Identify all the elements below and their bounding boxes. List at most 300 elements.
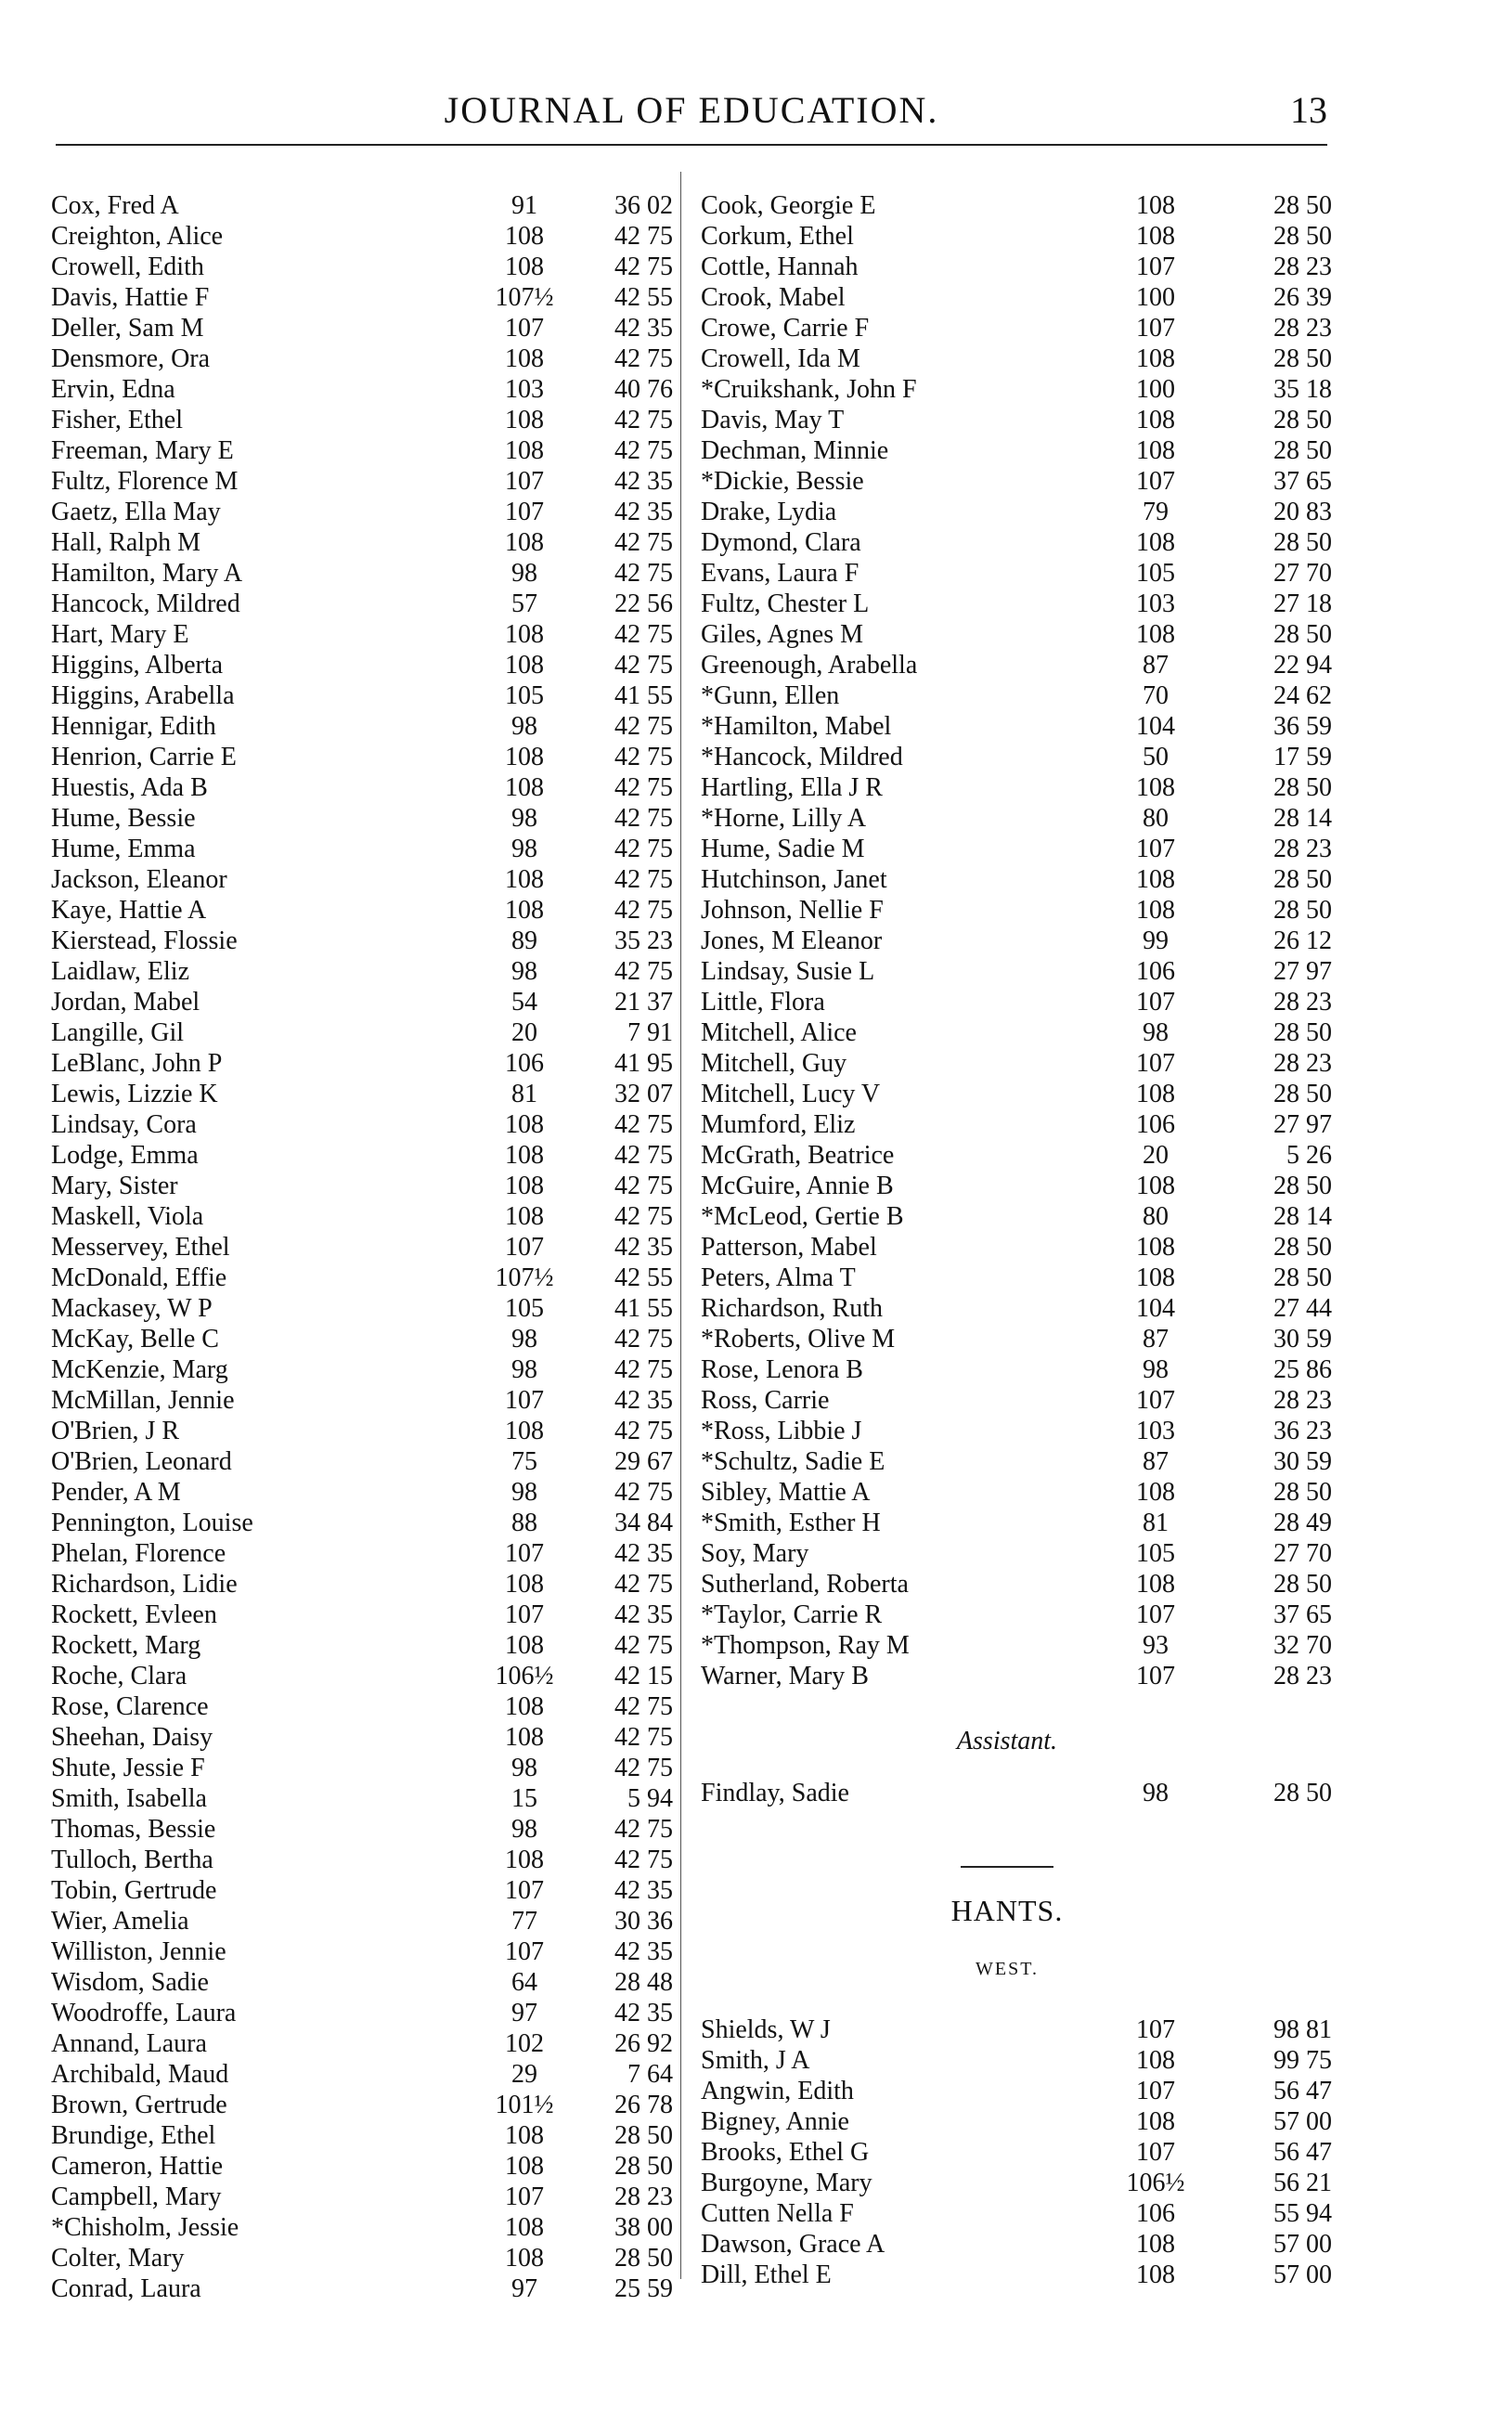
entry-days: 107½ <box>495 283 554 312</box>
list-item <box>701 619 1332 650</box>
entry-days: 106 <box>1136 957 1175 986</box>
entry-amount: 26 92 <box>614 2029 673 2058</box>
entry-amount: 42 75 <box>614 1202 673 1231</box>
entry-days: 105 <box>1136 559 1175 588</box>
entry-amount: 28 23 <box>1273 835 1332 863</box>
entry-name: Drake, Lydia <box>701 498 837 526</box>
entry-days: 108 <box>505 222 544 251</box>
entry-amount: 42 75 <box>614 712 673 741</box>
entry-amount: 28 14 <box>1273 1202 1332 1231</box>
entry-days: 57 <box>511 589 537 618</box>
entry-days: 108 <box>1136 865 1175 894</box>
entry-days: 108 <box>505 1141 544 1170</box>
entry-amount: 42 75 <box>614 865 673 894</box>
entry-amount: 42 35 <box>614 314 673 343</box>
list-item <box>51 252 673 282</box>
entry-name: Higgins, Alberta <box>51 651 224 680</box>
entry-days: 20 <box>511 1018 537 1047</box>
entry-name: *Horne, Lilly A <box>701 804 867 833</box>
list-item <box>51 1967 673 1998</box>
entry-amount: 42 35 <box>614 1876 673 1905</box>
list-item <box>701 2137 1332 2168</box>
entry-name: McKenzie, Marg <box>51 1355 228 1384</box>
entry-days: 80 <box>1143 1202 1169 1231</box>
entry-amount: 30 59 <box>1273 1447 1332 1476</box>
entry-days: 108 <box>1136 1263 1175 1292</box>
entry-amount: 5 26 <box>1286 1141 1332 1170</box>
entry-amount: 28 23 <box>1273 1049 1332 1078</box>
entry-amount: 42 75 <box>614 528 673 557</box>
entry-name: *Hancock, Mildred <box>701 743 903 771</box>
entry-days: 106 <box>1136 2199 1175 2228</box>
entry-days: 107 <box>505 1233 544 1262</box>
list-item <box>701 1778 1332 1808</box>
entry-amount: 27 18 <box>1273 589 1332 618</box>
entry-name: Roche, Clara <box>51 1662 187 1690</box>
list-item <box>701 834 1332 864</box>
list-item <box>701 313 1332 343</box>
entry-days: 108 <box>1136 1233 1175 1262</box>
list-item <box>701 405 1332 435</box>
list-item <box>51 497 673 527</box>
entry-days: 105 <box>1136 1539 1175 1568</box>
entry-days: 108 <box>505 651 544 680</box>
entry-name: Cottle, Hannah <box>701 253 859 281</box>
list-item <box>701 2106 1332 2137</box>
list-item <box>701 956 1332 987</box>
list-item <box>701 1171 1332 1201</box>
entry-name: Freeman, Mary E <box>51 436 234 465</box>
entry-days: 15 <box>511 1784 537 1813</box>
entry-name: *Schultz, Sadie E <box>701 1447 885 1476</box>
entry-days: 98 <box>511 1355 537 1384</box>
entry-name: Hume, Sadie M <box>701 835 865 863</box>
entry-name: Maskell, Viola <box>51 1202 204 1231</box>
entry-days: 108 <box>505 2121 544 2150</box>
entry-days: 108 <box>1136 344 1175 373</box>
entry-amount: 7 91 <box>627 1018 673 1047</box>
entry-amount: 42 75 <box>614 1815 673 1844</box>
entry-amount: 28 48 <box>614 1968 673 1997</box>
right-column-rows <box>701 190 1332 1691</box>
list-item <box>51 864 673 895</box>
entry-name: Dill, Ethel E <box>701 2260 832 2289</box>
entry-days: 50 <box>1143 743 1169 771</box>
entry-days: 102 <box>505 2029 544 2058</box>
page-number: 13 <box>1290 89 1327 131</box>
list-item <box>701 1385 1332 1416</box>
list-item <box>701 2198 1332 2229</box>
entry-days: 107 <box>1136 835 1175 863</box>
entry-amount: 42 55 <box>614 1263 673 1292</box>
entry-days: 107 <box>505 1600 544 1629</box>
entry-days: 88 <box>511 1509 537 1537</box>
entry-name: Brundige, Ethel <box>51 2121 216 2150</box>
entry-days: 79 <box>1143 498 1169 526</box>
entry-name: Densmore, Ora <box>51 344 211 373</box>
entry-amount: 32 70 <box>1273 1631 1332 1660</box>
entry-name: Mary, Sister <box>51 1172 178 1200</box>
left-column <box>51 190 673 2304</box>
entry-amount: 28 50 <box>1273 1478 1332 1507</box>
entry-name: Annand, Laura <box>51 2029 207 2058</box>
entry-days: 64 <box>511 1968 537 1997</box>
list-item <box>701 466 1332 497</box>
list-item <box>51 1722 673 1753</box>
entry-amount: 28 50 <box>1273 1172 1332 1200</box>
entry-name: Peters, Alma T <box>701 1263 856 1292</box>
entry-amount: 17 59 <box>1273 743 1332 771</box>
entry-name: Dymond, Clara <box>701 528 861 557</box>
entry-name: Sheehan, Daisy <box>51 1723 213 1752</box>
entry-amount: 38 00 <box>614 2213 673 2242</box>
entry-amount: 28 23 <box>1273 314 1332 343</box>
list-item <box>51 2243 673 2273</box>
list-item <box>51 895 673 926</box>
list-item <box>701 1569 1332 1600</box>
list-item <box>701 374 1332 405</box>
entry-amount: 22 94 <box>1273 651 1332 680</box>
entry-days: 103 <box>1136 589 1175 618</box>
entry-name: Conrad, Laura <box>51 2274 201 2303</box>
entry-name: Crowell, Edith <box>51 253 204 281</box>
entry-days: 108 <box>505 2244 544 2273</box>
entry-amount: 42 75 <box>614 1172 673 1200</box>
entry-name: Mackasey, W P <box>51 1294 213 1323</box>
entry-name: *Cruikshank, John F <box>701 375 917 404</box>
list-item <box>701 1324 1332 1354</box>
entry-name: Greenough, Arabella <box>701 651 918 680</box>
entry-days: 106 <box>505 1049 544 1078</box>
entry-days: 89 <box>511 926 537 955</box>
entry-amount: 28 50 <box>1273 1263 1332 1292</box>
entry-name: Jordan, Mabel <box>51 988 200 1017</box>
entry-amount: 56 47 <box>1273 2077 1332 2105</box>
list-item <box>51 435 673 466</box>
entry-name: Smith, J A <box>701 2046 810 2075</box>
entry-days: 108 <box>1136 2230 1175 2259</box>
entry-name: Brown, Gertrude <box>51 2091 227 2119</box>
entry-name: Hutchinson, Janet <box>701 865 887 894</box>
hants-heading: HANTS. <box>950 1894 1064 1927</box>
entry-days: 108 <box>1136 191 1175 220</box>
entry-name: Giles, Agnes M <box>701 620 863 649</box>
entry-amount: 28 50 <box>614 2244 673 2273</box>
entry-days: 108 <box>505 528 544 557</box>
list-item <box>51 1814 673 1845</box>
entry-days: 106½ <box>1126 2169 1185 2197</box>
entry-amount: 41 95 <box>614 1049 673 1078</box>
section-rule <box>961 1866 1053 1868</box>
list-item <box>51 405 673 435</box>
entry-name: Langille, Gil <box>51 1018 185 1047</box>
list-item <box>51 343 673 374</box>
entry-days: 108 <box>1136 406 1175 434</box>
entry-amount: 7 64 <box>627 2060 673 2089</box>
entry-amount: 36 23 <box>1273 1417 1332 1445</box>
list-item <box>701 926 1332 956</box>
list-item <box>51 1569 673 1600</box>
entry-days: 107 <box>505 1386 544 1415</box>
entry-amount: 35 23 <box>614 926 673 955</box>
entry-name: *Hamilton, Mabel <box>701 712 892 741</box>
entry-name: Hume, Bessie <box>51 804 196 833</box>
entry-days: 75 <box>511 1447 537 1476</box>
entry-name: *Dickie, Bessie <box>701 467 864 496</box>
list-item <box>51 2182 673 2212</box>
entry-amount: 28 50 <box>1273 865 1332 894</box>
list-item <box>51 221 673 252</box>
entry-name: Sibley, Mattie A <box>701 1478 871 1507</box>
entry-amount: 25 86 <box>1273 1355 1332 1384</box>
entry-name: Cameron, Hattie <box>51 2152 224 2181</box>
entry-days: 97 <box>511 2274 537 2303</box>
entry-amount: 42 75 <box>614 1846 673 1874</box>
entry-name: Hart, Mary E <box>51 620 189 649</box>
entry-days: 108 <box>505 253 544 281</box>
assistant-rows <box>701 1778 1332 1808</box>
entry-amount: 42 75 <box>614 1754 673 1782</box>
entry-name: Higgins, Arabella <box>51 681 235 710</box>
entry-amount: 42 75 <box>614 1570 673 1599</box>
entry-name: Campbell, Mary <box>51 2182 222 2211</box>
entry-amount: 28 50 <box>1273 620 1332 649</box>
entry-name: Shute, Jessie F <box>51 1754 205 1782</box>
entry-name: Lindsay, Susie L <box>701 957 875 986</box>
entry-amount: 26 39 <box>1273 283 1332 312</box>
list-item <box>51 1691 673 1722</box>
entry-name: Hennigar, Edith <box>51 712 216 741</box>
entry-amount: 28 23 <box>614 2182 673 2211</box>
entry-amount: 42 75 <box>614 651 673 680</box>
entry-name: Ervin, Edna <box>51 375 175 404</box>
entry-name: *McLeod, Gertie B <box>701 1202 904 1231</box>
entry-name: Tobin, Gertrude <box>51 1876 217 1905</box>
entry-name: Brooks, Ethel G <box>701 2138 870 2167</box>
entry-name: Tulloch, Bertha <box>51 1846 213 1874</box>
list-item <box>51 619 673 650</box>
list-item <box>701 1446 1332 1477</box>
list-item <box>51 772 673 803</box>
entry-days: 108 <box>505 1631 544 1660</box>
entry-days: 107 <box>505 2182 544 2211</box>
entry-amount: 32 07 <box>614 1080 673 1108</box>
entry-days: 108 <box>1136 1478 1175 1507</box>
entry-amount: 28 50 <box>1273 896 1332 925</box>
entry-name: Soy, Mary <box>701 1539 809 1568</box>
list-item <box>51 680 673 711</box>
list-item <box>701 1538 1332 1569</box>
entry-amount: 42 35 <box>614 467 673 496</box>
entry-amount: 42 35 <box>614 1539 673 1568</box>
entry-days: 108 <box>505 743 544 771</box>
entry-name: *Chisholm, Jessie <box>51 2213 239 2242</box>
entry-days: 107 <box>1136 467 1175 496</box>
entry-name: McDonald, Effie <box>51 1263 227 1292</box>
entry-name: Fultz, Chester L <box>701 589 870 618</box>
entry-amount: 42 35 <box>614 1386 673 1415</box>
list-item <box>51 558 673 589</box>
entry-days: 108 <box>1136 2260 1175 2289</box>
entry-days: 108 <box>505 620 544 649</box>
list-item <box>701 2076 1332 2106</box>
list-item <box>51 926 673 956</box>
entry-name: Rose, Lenora B <box>701 1355 863 1384</box>
entry-days: 80 <box>1143 804 1169 833</box>
entry-amount: 42 75 <box>614 620 673 649</box>
list-item <box>701 1017 1332 1048</box>
entry-days: 107 <box>505 314 544 343</box>
list-item <box>51 956 673 987</box>
entry-amount: 27 97 <box>1273 957 1332 986</box>
list-item <box>51 282 673 313</box>
entry-name: Williston, Jennie <box>51 1937 226 1966</box>
entry-name: Wier, Amelia <box>51 1907 189 1936</box>
entry-days: 101½ <box>495 2091 554 2119</box>
entry-days: 108 <box>505 2213 544 2242</box>
entry-amount: 28 50 <box>614 2121 673 2150</box>
entry-amount: 28 23 <box>1273 1662 1332 1690</box>
entry-name: Mitchell, Lucy V <box>701 1080 881 1108</box>
list-item <box>51 711 673 742</box>
entry-name: Rockett, Evleen <box>51 1600 217 1629</box>
entry-days: 108 <box>1136 2046 1175 2075</box>
entry-name: *Taylor, Carrie R <box>701 1600 883 1629</box>
entry-amount: 28 50 <box>1273 222 1332 251</box>
list-item <box>701 711 1332 742</box>
entry-amount: 28 50 <box>1273 406 1332 434</box>
entry-amount: 55 94 <box>1273 2199 1332 2228</box>
entry-days: 108 <box>505 1417 544 1445</box>
entry-amount: 42 75 <box>614 559 673 588</box>
entry-days: 108 <box>505 1202 544 1231</box>
entry-days: 103 <box>1136 1417 1175 1445</box>
entry-amount: 28 50 <box>1273 1080 1332 1108</box>
list-item <box>51 1998 673 2028</box>
list-item <box>51 1048 673 1079</box>
entry-name: Lewis, Lizzie K <box>51 1080 218 1108</box>
entry-amount: 41 55 <box>614 681 673 710</box>
list-item <box>51 1477 673 1508</box>
entry-amount: 42 35 <box>614 498 673 526</box>
list-item <box>51 1263 673 1293</box>
entry-days: 87 <box>1143 1325 1169 1353</box>
list-item <box>51 1385 673 1416</box>
entry-days: 81 <box>1143 1509 1169 1537</box>
entry-name: Dawson, Grace A <box>701 2230 885 2259</box>
list-item <box>51 1446 673 1477</box>
entry-name: Creighton, Alice <box>51 222 224 251</box>
entry-amount: 36 59 <box>1273 712 1332 741</box>
entry-amount: 28 50 <box>1273 1570 1332 1599</box>
list-item <box>701 1079 1332 1109</box>
list-item <box>51 1109 673 1140</box>
entry-days: 108 <box>1136 1172 1175 1200</box>
list-item <box>701 221 1332 252</box>
entry-name: Gaetz, Ella May <box>51 498 221 526</box>
list-item <box>51 1508 673 1538</box>
list-item <box>701 1508 1332 1538</box>
entry-days: 107 <box>1136 1600 1175 1629</box>
entry-days: 107 <box>1136 253 1175 281</box>
list-item <box>701 435 1332 466</box>
entry-days: 107 <box>1136 1049 1175 1078</box>
entry-days: 108 <box>1136 528 1175 557</box>
entry-days: 98 <box>511 559 537 588</box>
entry-amount: 42 75 <box>614 1325 673 1353</box>
entry-name: Lodge, Emma <box>51 1141 199 1170</box>
list-item <box>51 650 673 680</box>
entry-name: Huestis, Ada B <box>51 773 208 802</box>
entry-name: Patterson, Mabel <box>701 1233 877 1262</box>
entry-amount: 42 75 <box>614 804 673 833</box>
entry-days: 98 <box>511 1754 537 1782</box>
list-item <box>701 1232 1332 1263</box>
entry-days: 107 <box>505 1937 544 1966</box>
entry-days: 98 <box>1143 1018 1169 1047</box>
list-item <box>51 466 673 497</box>
entry-amount: 24 62 <box>1273 681 1332 710</box>
entry-name: Richardson, Ruth <box>701 1294 883 1323</box>
entry-days: 100 <box>1136 375 1175 404</box>
entry-name: Davis, Hattie F <box>51 283 210 312</box>
list-item <box>701 497 1332 527</box>
entry-days: 81 <box>511 1080 537 1108</box>
entry-amount: 28 23 <box>1273 988 1332 1017</box>
entry-name: *Gunn, Ellen <box>701 681 840 710</box>
entry-days: 77 <box>511 1907 537 1936</box>
entry-amount: 30 59 <box>1273 1325 1332 1353</box>
entry-name: Pennington, Louise <box>51 1509 253 1537</box>
entry-name: Sutherland, Roberta <box>701 1570 909 1599</box>
list-item <box>51 589 673 619</box>
entry-amount: 37 65 <box>1273 467 1332 496</box>
entry-name: Jones, M Eleanor <box>701 926 883 955</box>
entry-amount: 28 50 <box>1273 191 1332 220</box>
west-rows <box>701 2014 1332 2290</box>
entry-amount: 42 75 <box>614 1478 673 1507</box>
west-heading: WEST. <box>976 1959 1039 1979</box>
entry-days: 91 <box>511 191 537 220</box>
entry-days: 108 <box>1136 2107 1175 2136</box>
entry-name: Messervey, Ethel <box>51 1233 230 1262</box>
entry-amount: 25 59 <box>614 2274 673 2303</box>
list-item <box>701 1109 1332 1140</box>
entry-name: McGuire, Annie B <box>701 1172 894 1200</box>
entry-amount: 28 50 <box>1273 1779 1332 1807</box>
list-item <box>701 589 1332 619</box>
list-item <box>51 1875 673 1906</box>
list-item <box>701 772 1332 803</box>
entry-amount: 42 75 <box>614 957 673 986</box>
entry-amount: 29 67 <box>614 1447 673 1476</box>
list-item <box>701 803 1332 834</box>
entry-days: 70 <box>1143 681 1169 710</box>
list-item <box>51 987 673 1017</box>
list-item <box>701 1293 1332 1324</box>
list-item <box>51 1324 673 1354</box>
entry-days: 107 <box>1136 1662 1175 1690</box>
entry-amount: 42 35 <box>614 1937 673 1966</box>
entry-days: 107 <box>1136 314 1175 343</box>
entry-amount: 42 75 <box>614 253 673 281</box>
entry-amount: 28 49 <box>1273 1509 1332 1537</box>
entry-amount: 21 37 <box>614 988 673 1017</box>
list-item <box>701 1201 1332 1232</box>
entry-name: Cox, Fred A <box>51 191 179 220</box>
entry-days: 108 <box>1136 1570 1175 1599</box>
list-item <box>701 742 1332 772</box>
